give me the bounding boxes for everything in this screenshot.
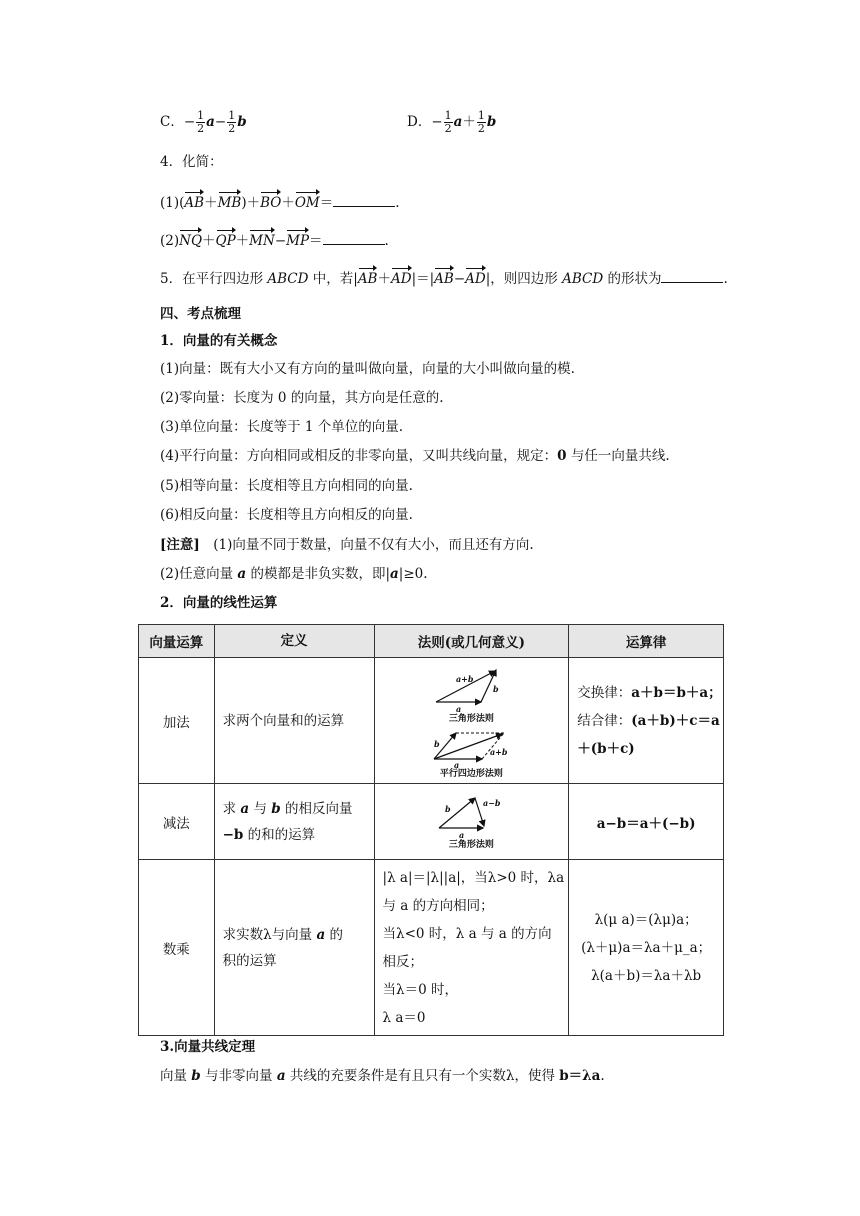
svg-text:a: a [459,830,465,840]
subheading-concepts: 1．向量的有关概念 [160,333,278,349]
svg-text:a+b: a+b [456,673,474,684]
answer-blank [333,192,395,207]
note-2: (2)任意向量 a 的模都是非负实数，即|a|≥0. [160,566,428,582]
parallelogram-rule-diagram [426,725,516,769]
answer-blank [661,268,723,283]
linear-operations-table [138,624,724,1036]
vector-om: OM [295,190,320,213]
addition-laws: 交换律：a＋b＝b＋a； 结合律：(a＋b)＋c＝a ＋(b＋c) [569,658,724,784]
parallelogram-rule-caption: 平行四边形法则 [439,768,503,779]
option-d-label: D． [407,114,432,130]
concept-4: (4)平行向量：方向相同或相反的非零向量，又叫共线向量，规定：0 与任一向量共线. [160,448,670,464]
svg-text:b: b [493,683,499,694]
vector-mb: MB [218,190,242,213]
concept-5: (5)相等向量：长度相等且方向相同的向量. [160,478,413,494]
triangle-rule-caption: 三角形法则 [448,713,494,724]
option-c: C．− $\frac{1}{2}$ a− $\frac{1}{2}$ b [160,109,247,135]
subtraction-caption: 三角形法则 [448,840,494,850]
vector-mp: MP [286,228,309,251]
table-row-add: 加法 求两个向量和的运算 a+b a b 三角形法则 b a a+b 平行四边形法则 交换律：a＋b＝b＋a； 结合律：(a＋b)＋c＝a ＋(b＋c) [139,658,724,784]
fraction: $\frac{1}{2}$ [197,109,205,135]
fraction: $\frac{1}{2}$ [444,109,452,135]
vector-bo: BO [260,190,281,213]
svg-text:a−b: a−b [483,798,501,808]
vector-nq: NQ [179,228,202,251]
note-tag: [注意] [160,537,200,553]
vector-ab: AB [184,190,204,213]
table-row-sub: 减法 求 a 与 b 的相反向量 −b 的和的运算 b a a−b 三角形法则 a−b＝a＋(−b) [139,784,724,860]
svg-text:a+b: a+b [490,746,508,757]
theorem-text: 向量 b 与非零向量 a 共线的充要条件是有且只有一个实数λ，使得 b＝λa. [160,1068,605,1084]
concept-1: (1)向量：既有大小又有方向的量叫做向量，向量的大小叫做向量的模. [160,361,575,377]
concept-6: (6)相反向量：长度相等且方向相反的向量. [160,507,413,523]
q4-title: 4．化简： [160,154,223,170]
addition-diagrams [374,658,569,784]
concept-3: (3)单位向量：长度等于 1 个单位的向量. [160,419,404,435]
svg-text:b: b [445,804,451,814]
option-d: D．− $\frac{1}{2}$ a＋ $\frac{1}{2}$ b [407,109,497,135]
subheading-theorem: 3.向量共线定理 [160,1039,256,1055]
section-heading: 四、考点梳理 [160,306,241,322]
answer-blank [323,230,385,245]
fraction: $\frac{1}{2}$ [477,109,485,135]
option-c-label: C． [160,114,184,130]
vector-mn: MN [249,228,275,251]
note: [注意] (1)向量不同于数量，向量不仅有大小，而且还有方向. [160,537,534,553]
svg-text:b: b [434,738,440,749]
svg-text:a: a [454,759,460,769]
table-row-mul: 数乘 求实数λ与向量 a 的 积的运算 |λ a|＝|λ||a|，当λ>0 时，λa 与 a 的方向相同； 当λ<0 时，λ a 与 a 的方向 相反； 当λ＝0 时， λ a＝0 λ(μ a)＝(λμ)a； (λ＋μ)a＝λa＋μ_a； λ(a＋b)＝λa＋λb [139,860,724,1036]
triangle-rule-diagram [426,662,516,714]
fraction: $\frac{1}{2}$ [228,109,236,135]
q4-part1: (1)(AB＋MB)＋BO＋OM＝ . [160,190,400,213]
subtraction-triangle-diagram [431,792,511,840]
q5: 5．在平行四边形 ABCD 中，若|AB＋AD|＝|AB−AD|，则四边形 ABCD 的形状为 . [160,266,728,289]
vector-qp: QP [216,228,236,251]
concept-2: (2)零向量：长度为 0 的向量，其方向是任意的. [160,390,444,406]
table-header-row: 向量运算 定义 法则(或几何意义) 运算律 [139,625,724,658]
subheading-operations: 2．向量的线性运算 [160,595,278,611]
q4-part2: (2)NQ＋QP＋MN−MP＝ . [160,228,389,251]
svg-text:a: a [456,703,462,714]
